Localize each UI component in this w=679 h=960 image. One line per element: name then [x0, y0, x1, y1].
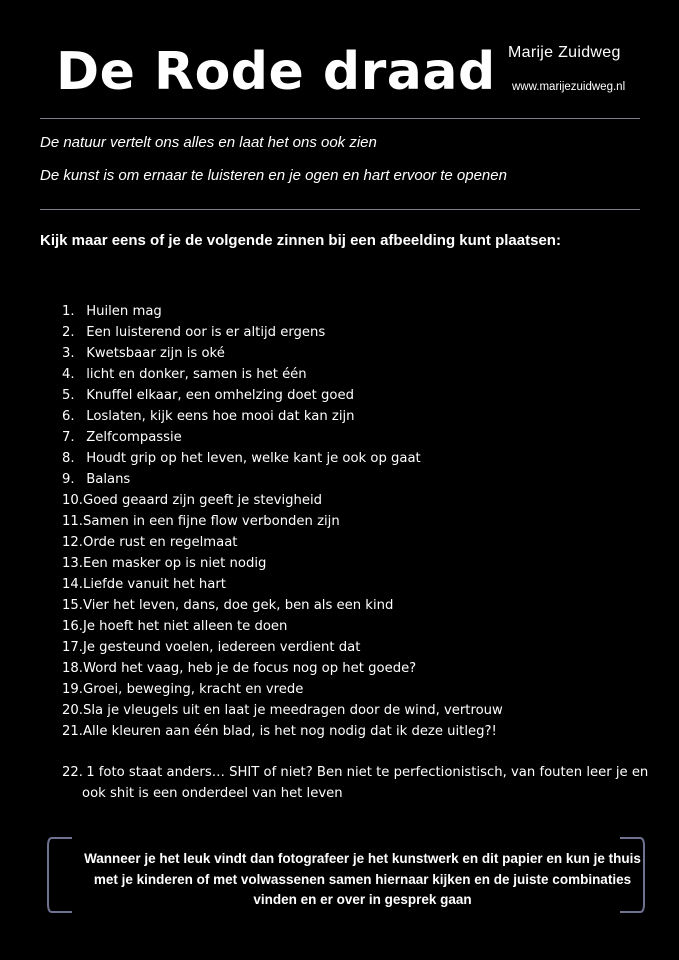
list-item-text-continued: ook shit is een onderdeel van het leven [82, 786, 343, 801]
list-item-text: Je hoeft het niet alleen te doen [82, 619, 288, 634]
list-item [62, 469, 652, 490]
intro-line-2: De kunst is om ernaar te luisteren en je ogen en hart ervoor te openen [40, 167, 507, 184]
list-item [62, 343, 652, 364]
list-item-number: 14. [62, 577, 83, 592]
list-item-number: 13. [62, 556, 83, 571]
divider-bottom [40, 209, 640, 210]
list-item-text: Je gesteund voelen, iedereen verdient dat [82, 640, 361, 655]
list-item-text: Alle kleuren aan één blad, is het nog nodig dat ik deze uitleg?! [82, 724, 497, 739]
list-item-number: 2. [62, 325, 75, 340]
list-item [62, 532, 652, 553]
list-item-number: 16. [62, 619, 83, 634]
list-item-text: licht en donker, samen is het één [86, 367, 307, 382]
list-item-number: 19. [62, 682, 83, 697]
list-item [62, 679, 652, 700]
list-item-text: Huilen mag [86, 304, 162, 319]
list-item-text: Knuffel elkaar, een omhelzing doet goed [86, 388, 354, 403]
list-item-number: 10. [62, 493, 83, 508]
list-item-text: 1 foto staat anders… SHIT of niet? Ben niet te perfectionistisch, van fouten leer je en [86, 765, 649, 780]
list-item-text: Goed geaard zijn geeft je stevigheid [82, 493, 322, 508]
list-item-text: Vier het leven, dans, doe gek, ben als een kind [82, 598, 394, 613]
list-item [62, 574, 652, 595]
list-item [62, 700, 652, 721]
list-item-text: Samen in een fijne flow verbonden zijn [82, 514, 340, 529]
phrase-list [62, 301, 652, 742]
list-item-text: Loslaten, kijk eens hoe mooi dat kan zijn [86, 409, 355, 424]
list-item-number: 9. [62, 472, 75, 487]
list-item [62, 406, 652, 427]
list-item [62, 616, 652, 637]
list-item [62, 385, 652, 406]
author-name: Marije Zuidweg [508, 44, 621, 61]
list-item-number: 12. [62, 535, 83, 550]
list-item [62, 553, 652, 574]
left-bracket-decoration [44, 836, 74, 914]
list-item-text: Groei, beweging, kracht en vrede [82, 682, 304, 697]
list-item [62, 511, 652, 532]
list-item-22 [62, 762, 652, 804]
list-item [62, 658, 652, 679]
list-item-number: 8. [62, 451, 75, 466]
list-item [62, 721, 652, 742]
list-item-text: Liefde vanuit het hart [82, 577, 226, 592]
list-item-number: 5. [62, 388, 75, 403]
website-link[interactable]: www.marijezuidweg.nl [512, 81, 626, 93]
list-item-text: Balans [86, 472, 131, 487]
list-item-number: 7. [62, 430, 75, 445]
list-item-number: 3. [62, 346, 75, 361]
list-item-number: 21. [62, 724, 83, 739]
list-item-number: 22. [62, 765, 83, 780]
instructions-heading: Kijk maar eens of je de volgende zinnen bij een afbeelding kunt plaatsen: [40, 232, 561, 249]
list-item-number: 1. [62, 304, 75, 319]
list-item-text: Kwetsbaar zijn is oké [86, 346, 225, 361]
list-item [62, 448, 652, 469]
list-item-text: Sla je vleugels uit en laat je meedragen door de wind, vertrouw [82, 703, 503, 718]
list-item-text: Zelfcompassie [86, 430, 182, 445]
list-item-number: 11. [62, 514, 83, 529]
list-item-number: 20. [62, 703, 83, 718]
footer-note: Wanneer je het leuk vindt dan fotografeer je het kunstwerk en dit papier en kun je thuis met je kinderen of met volwassenen samen hiernaar kijken en de juiste combinaties vinden en er over in gesprek gaan [84, 851, 641, 907]
list-item-text: Een masker op is niet nodig [82, 556, 267, 571]
list-item [62, 490, 652, 511]
list-item-number: 15. [62, 598, 83, 613]
list-item-text: Orde rust en regelmaat [82, 535, 238, 550]
list-item [62, 301, 652, 322]
list-item-text: Houdt grip op het leven, welke kant je ook op gaat [86, 451, 421, 466]
list-item [62, 595, 652, 616]
list-item [62, 364, 652, 385]
list-item-number: 17. [62, 640, 83, 655]
list-item-number: 6. [62, 409, 75, 424]
list-item-number: 18. [62, 661, 83, 676]
divider-top [40, 118, 640, 119]
list-item-text: Word het vaag, heb je de focus nog op het goede? [82, 661, 417, 676]
page-title: De Rode draad [56, 42, 496, 102]
intro-line-1: De natuur vertelt ons alles en laat het ons ook zien [40, 134, 377, 151]
list-item-number: 4. [62, 367, 75, 382]
list-item-text: Een luisterend oor is er altijd ergens [86, 325, 326, 340]
list-item [62, 322, 652, 343]
list-item [62, 427, 652, 448]
list-item [62, 637, 652, 658]
